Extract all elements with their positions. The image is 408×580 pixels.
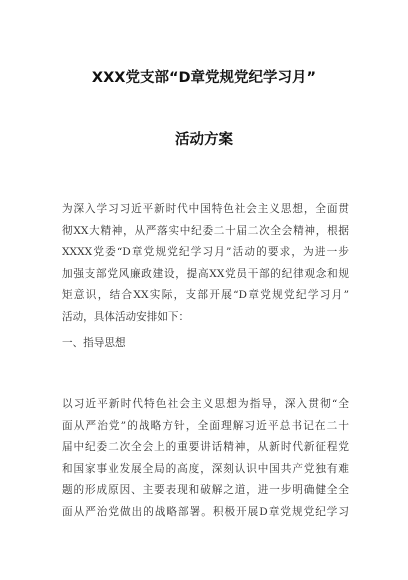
intro-paragraph xyxy=(62,199,349,328)
section-heading-guiding-ideology: 一、指导思想 xyxy=(62,337,126,349)
section-1-line: 和国家事业发展全局的高度，深刻认识中国共产党独有难 xyxy=(62,462,349,475)
section-1-line: 面从严治党”的战略方针，全面理解习近平总书记在二十 xyxy=(62,419,349,432)
document-subtitle: 活动方案 xyxy=(175,132,233,148)
intro-line: 彻XX大精神，从严落实中纪委二十届二次全会精神，根据 xyxy=(62,224,349,237)
section-1-line: 届中纪委二次全会上的重要讲话精神，从新时代新征程党 xyxy=(62,441,349,453)
intro-line: 活动，具体活动安排如下： xyxy=(62,310,190,323)
section-1-line: 面从严治党做出的战略部署。积极开展D章党规党纪学习 xyxy=(62,505,349,518)
intro-line: 加强支部党风廉政建设，提高XX党员干部的纪律观念和规 xyxy=(62,267,349,280)
section-1-paragraph xyxy=(62,394,349,523)
intro-line: 为深入学习习近平新时代中国特色社会主义思想，全面贯 xyxy=(62,203,349,215)
document-title: XXX党支部“D章党规党纪学习月” xyxy=(91,70,317,86)
intro-line: XXXX党委“D章党规党纪学习月”活动的要求，为进一步 xyxy=(62,246,349,258)
section-1-line: 题的形成原因、主要表现和破解之道，进一步明确健全全 xyxy=(62,484,349,496)
intro-line: 矩意识，结合XX实际，支部开展“D章党规党纪学习月” xyxy=(62,289,349,301)
section-1-line: 以习近平新时代特色社会主义思想为指导，深入贯彻“全 xyxy=(62,398,349,410)
